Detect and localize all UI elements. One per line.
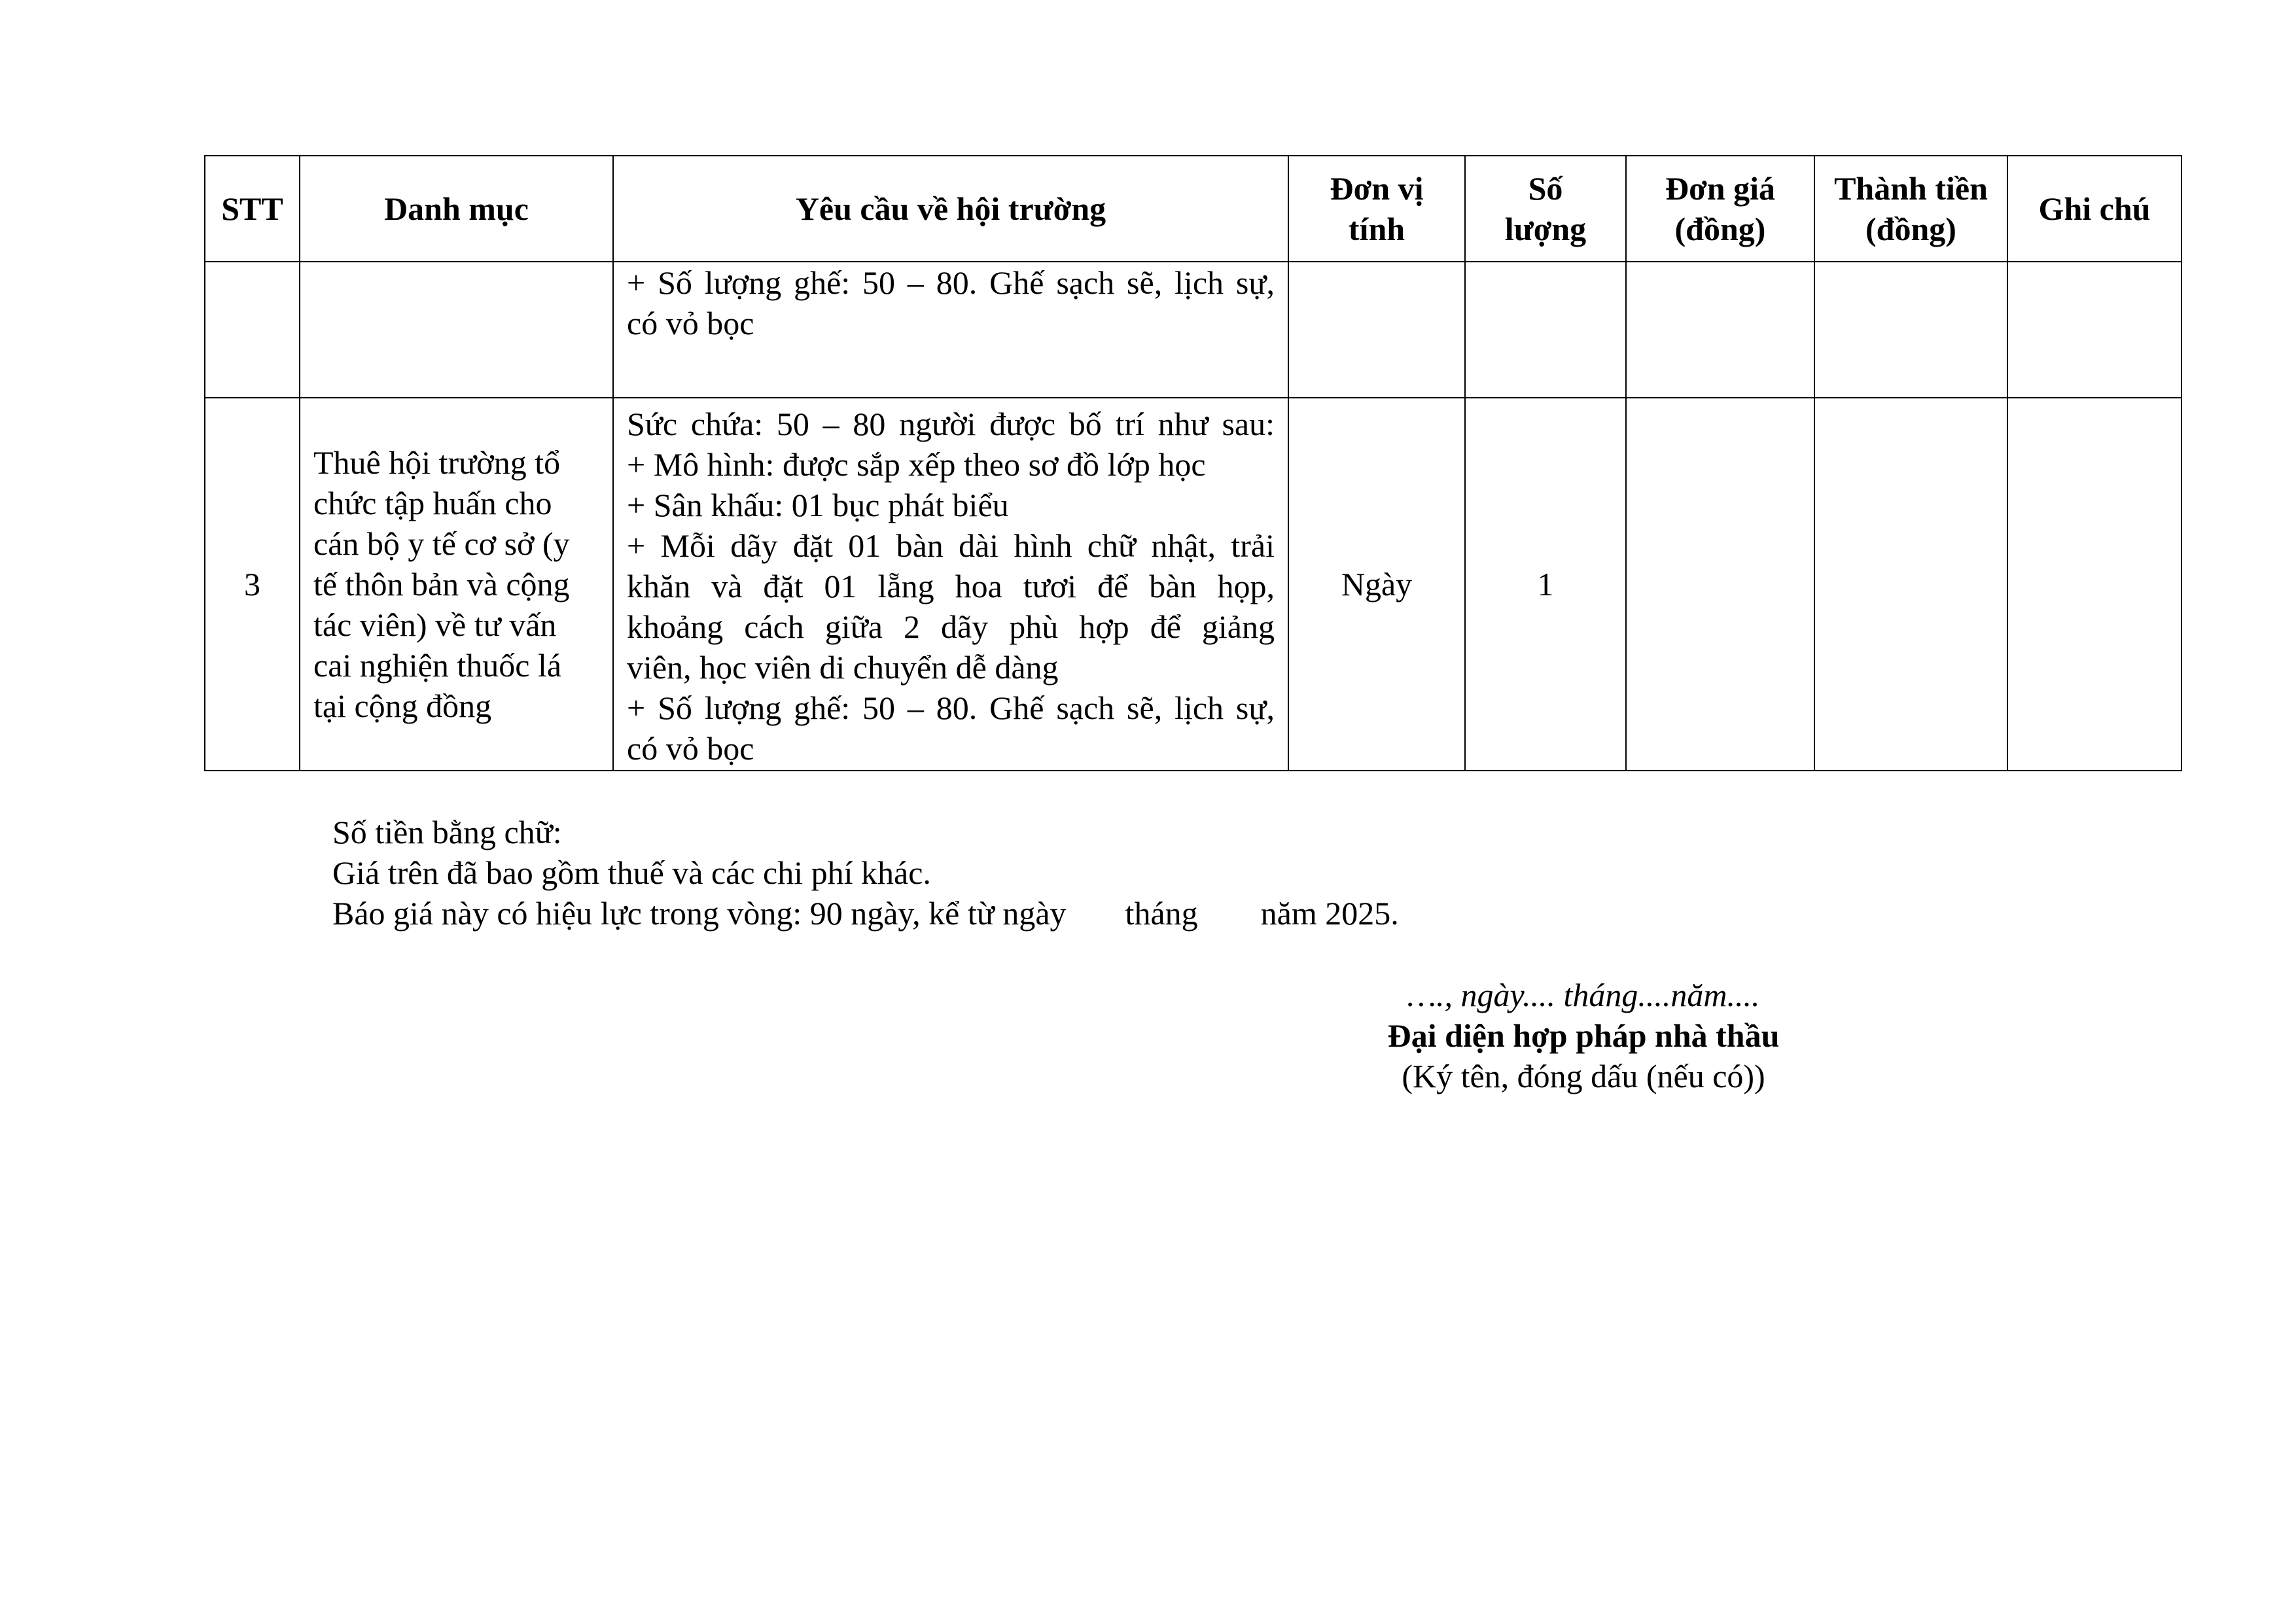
header-stt: STT xyxy=(205,156,300,262)
cell-yeu-cau xyxy=(613,398,1288,771)
cell-so-luong xyxy=(1465,262,1626,398)
cell-don-vi xyxy=(1288,262,1465,398)
cell-ghi-chu xyxy=(2007,398,2181,771)
cell-yeu-cau xyxy=(613,262,1288,398)
cell-stt: 3 xyxy=(205,398,300,771)
header-thanh-tien: Thành tiền (đồng) xyxy=(1814,156,2007,262)
header-so-luong: Số lượng xyxy=(1465,156,1626,262)
requirement-line: khăn và đặt 01 lẵng hoa tươi để bàn họp, xyxy=(627,568,1275,604)
item-line: Thuê hội trường tổ xyxy=(313,444,561,481)
header-yeu-cau: Yêu cầu về hội trường xyxy=(613,156,1288,262)
header-don-gia: Đơn giá (đồng) xyxy=(1626,156,1814,262)
item-line: tại cộng đồng xyxy=(313,688,492,724)
signature-title: Đại diện hợp pháp nhà thầu xyxy=(1387,1017,1780,1054)
cell-so-luong: 1 xyxy=(1465,398,1626,771)
price-includes-note: Giá trên đã bao gồm thuế và các chi phí khác. xyxy=(332,854,931,891)
cell-danh-muc xyxy=(300,262,613,398)
header-danh-muc: Danh mục xyxy=(300,156,613,262)
header-don-vi-tinh: Đơn vị tính xyxy=(1288,156,1465,262)
item-line: cán bộ y tế cơ sở (y xyxy=(313,525,570,562)
requirement-line: + Mỗi dãy đặt 01 bàn dài hình chữ nhật, trải xyxy=(627,527,1275,564)
signature-date-line: …., ngày.... tháng....năm.... xyxy=(1407,977,1760,1013)
item-line: cai nghiện thuốc lá xyxy=(313,647,562,684)
requirement-line: + Số lượng ghế: 50 – 80. Ghế sạch sẽ, lịch sự, xyxy=(627,689,1275,726)
table-row xyxy=(205,398,2181,771)
amount-in-words-label: Số tiền bằng chữ: xyxy=(332,814,562,850)
cell-don-vi: Ngày xyxy=(1288,398,1465,771)
item-line: tế thôn bản và cộng xyxy=(313,566,570,602)
table-header-row xyxy=(205,156,2181,262)
cell-thanh-tien xyxy=(1814,398,2007,771)
cell-ghi-chu xyxy=(2007,262,2181,398)
requirement-line: + Sân khấu: 01 bục phát biểu xyxy=(627,487,1009,523)
requirement-line: khoảng cách giữa 2 dãy phù hợp để giảng xyxy=(627,608,1275,645)
cell-thanh-tien xyxy=(1814,262,2007,398)
header-ghi-chu: Ghi chú xyxy=(2007,156,2181,262)
cell-don-gia xyxy=(1626,398,1814,771)
signature-block xyxy=(1315,975,1852,1096)
requirement-line: Sức chứa: 50 – 80 người được bố trí như sau: xyxy=(627,406,1275,442)
cell-stt xyxy=(205,262,300,398)
requirement-line: viên, học viên di chuyển dễ dàng xyxy=(627,649,1059,686)
cell-danh-muc xyxy=(300,398,613,771)
table-row xyxy=(205,262,2181,398)
requirement-line: + Số lượng ghế: 50 – 80. Ghế sạch sẽ, lịch sự, xyxy=(627,264,1275,301)
quotation-table xyxy=(204,155,2182,771)
requirement-line: + Mô hình: được sắp xếp theo sơ đồ lớp học xyxy=(627,446,1206,483)
validity-note: Báo giá này có hiệu lực trong vòng: 90 ngày, kể từ ngày tháng năm 2025. xyxy=(332,895,1399,932)
item-line: tác viên) về tư vấn xyxy=(313,606,557,643)
requirement-line: có vỏ bọc xyxy=(627,730,754,767)
requirement-line: có vỏ bọc xyxy=(627,305,754,341)
item-line: chức tập huấn cho xyxy=(313,485,552,521)
cell-don-gia xyxy=(1626,262,1814,398)
quotation-notes xyxy=(332,812,1399,934)
signature-note: (Ký tên, đóng dấu (nếu có)) xyxy=(1402,1058,1765,1094)
